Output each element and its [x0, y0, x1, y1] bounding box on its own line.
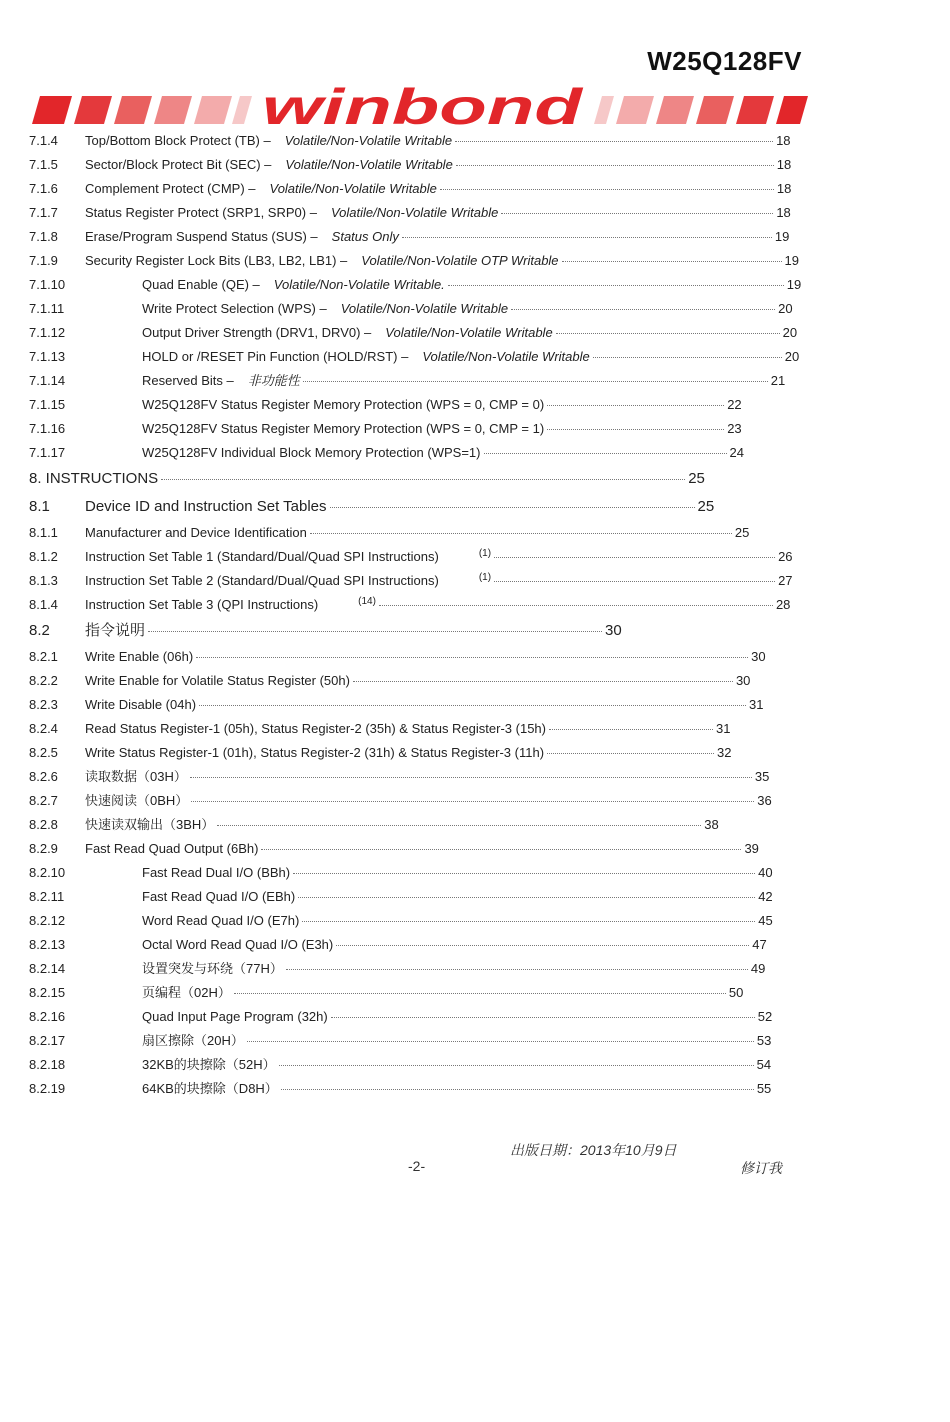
- toc-entry[interactable]: [29, 669, 809, 693]
- toc-entry-leader: [562, 260, 782, 262]
- toc-entry-leader: [330, 506, 695, 508]
- toc-entry-number: 8.2.14: [29, 961, 66, 976]
- toc-entry-leader: [547, 752, 714, 754]
- toc-entry-line: [85, 249, 799, 273]
- toc-entry-line: [85, 201, 791, 225]
- toc-entry[interactable]: [29, 1029, 809, 1053]
- toc-entry-leader: [303, 380, 768, 382]
- toc-entry-title: Write Enable for Volatile Status Register (50h): [85, 673, 350, 688]
- toc-entry-page: 49: [750, 961, 766, 976]
- toc-entry[interactable]: [29, 545, 809, 569]
- toc-entry-leader: [199, 704, 746, 706]
- toc-entry-title: Reserved Bits –: [142, 373, 234, 388]
- toc-entry[interactable]: [29, 885, 809, 909]
- toc-entry-title: Status Register Protect (SRP1, SRP0) –: [85, 205, 317, 220]
- toc-entry-leader: [379, 604, 773, 606]
- toc-entry-line: [85, 493, 714, 521]
- toc-entry-page: 39: [744, 841, 759, 856]
- toc-entry-line: [85, 669, 750, 693]
- toc-entry-page: 38: [704, 817, 719, 832]
- toc-entry-page: 25: [734, 525, 750, 540]
- toc-entry-page: 18: [776, 181, 792, 196]
- toc-entry-title: Erase/Program Suspend Status (SUS) –: [85, 229, 318, 244]
- toc-entry[interactable]: [29, 441, 809, 465]
- toc-entry-page: 26: [778, 549, 793, 564]
- toc-entry-line: [85, 593, 790, 619]
- toc-entry-page: 42: [758, 889, 773, 904]
- toc-entry-line: [85, 521, 749, 545]
- toc-entry-title: 快速阅读（0BH）: [85, 793, 189, 808]
- toc-entry-line: [85, 837, 759, 861]
- toc-entry[interactable]: [29, 1053, 809, 1077]
- toc-entry-mode: Volatile/Non-Volatile Writable: [285, 157, 453, 172]
- toc-entry-line: [142, 321, 797, 345]
- toc-entry-number: 8.1.4: [29, 597, 58, 612]
- toc-entry-number: 7.1.17: [29, 445, 66, 460]
- toc-entry-number: 8.2.7: [29, 793, 58, 808]
- toc-entry-mode: Volatile/Non-Volatile Writable: [340, 301, 509, 316]
- toc-entry-title: 指令说明: [85, 622, 146, 639]
- toc-entry-number: 8.2.3: [29, 697, 58, 712]
- toc-entry-line: [85, 813, 719, 837]
- toc-entry-line: [142, 1029, 771, 1053]
- toc-entry-page: 21: [770, 373, 786, 388]
- toc-entry-line: [142, 393, 742, 417]
- toc-entry-page: 25: [688, 470, 705, 487]
- toc-entry-leader: [190, 776, 752, 778]
- toc-entry-leader: [494, 556, 775, 558]
- toc-entry-page: 23: [727, 421, 742, 436]
- toc-entry[interactable]: [29, 177, 809, 201]
- toc-entry-line: [85, 129, 791, 153]
- toc-entry-page: 22: [727, 397, 742, 412]
- toc-entry-leader: [549, 728, 713, 730]
- toc-entry-number: 8.2.2: [29, 673, 58, 688]
- toc-entry-page: 20: [778, 301, 793, 316]
- part-number: W25Q128FV: [647, 46, 802, 76]
- toc-entry-line: [142, 909, 773, 933]
- toc-entry-number: 7.1.9: [29, 253, 58, 268]
- toc-entry-line: [142, 1077, 771, 1101]
- toc-entry-leader: [484, 452, 727, 454]
- toc-entry-title: W25Q128FV Status Register Memory Protection (WPS = 0, CMP = 1): [142, 421, 545, 436]
- toc-entry-title: Fast Read Dual I/O (BBh): [142, 865, 291, 880]
- toc-entry-line: [142, 1005, 772, 1029]
- toc-entry-page: 30: [605, 622, 622, 639]
- toc-entry-title: Instruction Set Table 3 (QPI Instructions): [85, 597, 319, 612]
- toc-entry-footnote: (14): [358, 596, 376, 607]
- toc-entry[interactable]: [29, 741, 809, 765]
- toc-entry-title: Instruction Set Table 2 (Standard/Dual/Quad SPI Instructions): [85, 573, 439, 588]
- toc-entry[interactable]: [29, 465, 809, 493]
- toc-entry-leader: [501, 212, 773, 214]
- toc-entry-title: Quad Input Page Program (32h): [142, 1009, 328, 1024]
- toc-entry-title: Fast Read Quad Output (6Bh): [85, 841, 259, 856]
- toc-entry-title: HOLD or /RESET Pin Function (HOLD/RST) –: [142, 349, 409, 364]
- toc-entry[interactable]: [29, 393, 809, 417]
- toc-entry-leader: [191, 800, 754, 802]
- toc-entry-footnote: (1): [478, 548, 492, 559]
- toc-entry-leader: [247, 1040, 754, 1042]
- toc-entry-line: [85, 789, 772, 813]
- toc-entry-number: 8.2.4: [29, 721, 58, 736]
- toc-entry-page: 31: [716, 721, 731, 736]
- toc-entry-mode: Volatile/Non-Volatile Writable: [330, 205, 499, 220]
- toc-entry-line: [142, 981, 743, 1005]
- toc-entry-leader: [310, 532, 732, 534]
- toc-entry-mode: Volatile/Non-Volatile Writable: [422, 349, 590, 364]
- toc-entry-title: 读取数据（03H）: [85, 769, 187, 784]
- toc-entry[interactable]: [29, 493, 809, 521]
- toc-entry[interactable]: [29, 593, 809, 617]
- toc-entry[interactable]: [29, 861, 809, 885]
- toc-entry-title: Write Disable (04h): [85, 697, 197, 712]
- toc-entry-title: Quad Enable (QE) –: [142, 277, 260, 292]
- toc-entry-number: 8.2: [29, 622, 50, 639]
- revision-label: 修订我: [740, 1160, 782, 1176]
- toc-entry-leader: [234, 992, 726, 994]
- toc-entry[interactable]: [29, 129, 809, 153]
- toc-entry-leader: [302, 920, 755, 922]
- toc-entry-mode: Status Only: [331, 229, 399, 244]
- toc-entry-number: 8.1.3: [29, 573, 58, 588]
- toc-entry-leader: [217, 824, 701, 826]
- toc-entry-leader: [281, 1088, 754, 1090]
- toc-entry-line: [29, 465, 705, 493]
- toc-entry-title: Write Status Register-1 (01h), Status Register-2 (31h) & Status Register-3 (11h): [85, 745, 545, 760]
- toc-entry-line: [142, 1053, 771, 1077]
- toc-entry-page: 30: [751, 649, 766, 664]
- toc-entry-leader: [336, 944, 749, 946]
- toc-entry-title: Device ID and Instruction Set Tables: [85, 498, 327, 515]
- toc-entry[interactable]: [29, 693, 809, 717]
- toc-entry-leader: [456, 164, 774, 166]
- toc-entry-leader: [331, 1016, 755, 1018]
- toc-entry-page: 50: [728, 985, 744, 1000]
- toc-entry-page: 27: [778, 573, 793, 588]
- toc-entry-page: 54: [756, 1057, 772, 1072]
- toc-entry[interactable]: [29, 837, 809, 861]
- brand-wordmark: winbond: [262, 84, 585, 128]
- toc-entry-leader: [547, 428, 724, 430]
- toc-entry-mode: Volatile/Non-Volatile Writable: [385, 325, 553, 340]
- toc-entry-leader: [556, 332, 780, 334]
- toc-entry-page: 52: [757, 1009, 773, 1024]
- toc-entry-leader: [448, 284, 784, 286]
- toc-entry-leader: [494, 580, 775, 582]
- toc-entry[interactable]: [29, 957, 809, 981]
- toc-entry[interactable]: [29, 273, 809, 297]
- toc-entry-mode: Volatile/Non-Volatile Writable: [284, 133, 453, 148]
- toc-entry-mode: Volatile/Non-Volatile Writable: [269, 181, 437, 196]
- page-number: -2-: [408, 1158, 426, 1174]
- toc-entry-title: Word Read Quad I/O (E7h): [142, 913, 300, 928]
- toc-entry-number: 7.1.13: [29, 349, 66, 364]
- toc-entry-number: 8.2.6: [29, 769, 58, 784]
- toc-entry-number: 8.2.10: [29, 865, 66, 880]
- toc-entry[interactable]: [29, 369, 809, 393]
- toc-entry-line: [142, 273, 801, 297]
- winbond-logo-banner: [30, 84, 808, 128]
- toc-entry-page: 19: [774, 229, 790, 244]
- toc-entry[interactable]: [29, 1005, 809, 1029]
- toc-entry-page: 36: [757, 793, 772, 808]
- toc-entry-leader: [440, 188, 774, 190]
- toc-entry-page: 35: [754, 769, 770, 784]
- toc-entry-title: Write Enable (06h): [85, 649, 194, 664]
- toc-entry-title: 扇区擦除（20H）: [142, 1033, 244, 1048]
- toc-entry[interactable]: [29, 1077, 809, 1101]
- toc-entry-page: 18: [776, 157, 792, 172]
- toc-entry-number: 7.1.16: [29, 421, 66, 436]
- toc-entry-leader: [547, 404, 724, 406]
- toc-entry-footnote: (1): [478, 572, 492, 583]
- toc-entry-mode: Volatile/Non-Volatile OTP Writable: [361, 253, 559, 268]
- toc-entry-leader: [593, 356, 782, 358]
- toc-entry-line: [142, 933, 767, 957]
- toc-entry-leader: [293, 872, 755, 874]
- toc-entry-number: 8.2.8: [29, 817, 58, 832]
- toc-entry-line: [142, 861, 773, 885]
- toc-entry-leader: [353, 680, 733, 682]
- toc-entry-page: 53: [756, 1033, 772, 1048]
- toc-entry[interactable]: [29, 201, 809, 225]
- toc-entry-page: 24: [729, 445, 744, 460]
- winbond-logo: [30, 84, 808, 128]
- toc-entry-number: 8.2.15: [29, 985, 66, 1000]
- toc-entry-number: 7.1.7: [29, 205, 58, 220]
- toc-entry-title: Octal Word Read Quad I/O (E3h): [142, 937, 334, 952]
- toc-entry-leader: [298, 896, 755, 898]
- toc-entry-title: 设置突发与环绕（77H）: [142, 961, 283, 976]
- toc-entry-number: 7.1.14: [29, 373, 66, 388]
- toc-entry-number: 8.2.1: [29, 649, 58, 664]
- toc-entry[interactable]: [29, 521, 809, 545]
- toc-entry-number: 8.2.5: [29, 745, 58, 760]
- toc-entry-title: Fast Read Quad I/O (EBh): [142, 889, 296, 904]
- toc-entry[interactable]: [29, 645, 809, 669]
- toc-entry-number: 8.1.2: [29, 549, 58, 564]
- toc-entry-line: [85, 225, 789, 249]
- toc-entry-leader: [279, 1064, 754, 1066]
- toc-entry-leader: [511, 308, 775, 310]
- toc-entry[interactable]: [29, 981, 809, 1005]
- toc-entry-number: 7.1.5: [29, 157, 58, 172]
- toc-entry-page: 25: [697, 498, 715, 515]
- toc-entry-number: 7.1.6: [29, 181, 58, 196]
- toc-entry[interactable]: [29, 321, 809, 345]
- toc-entry[interactable]: [29, 933, 809, 957]
- toc-entry-title: 快速读双输出（3BH）: [85, 817, 215, 832]
- toc-entry[interactable]: [29, 345, 809, 369]
- toc-entry-leader: [402, 236, 772, 238]
- toc-entry-page: 32: [717, 745, 732, 760]
- toc-entry-title: W25Q128FV Individual Block Memory Protection (WPS=1): [142, 445, 481, 460]
- toc-entry-page: 18: [776, 205, 791, 220]
- toc-entry-line: [142, 297, 793, 321]
- toc-entry-line: [142, 417, 742, 441]
- toc-entry-title: Sector/Block Protect Bit (SEC) –: [85, 157, 272, 172]
- toc-entry-page: 18: [776, 133, 791, 148]
- toc-entry-line: [142, 441, 744, 465]
- toc-entry-mode: Volatile/Non-Volatile Writable.: [273, 277, 445, 292]
- toc-entry-number: 8.2.9: [29, 841, 58, 856]
- toc-entry-number: 7.1.8: [29, 229, 58, 244]
- toc-entry-line: [85, 741, 732, 765]
- toc-entry-mode: 非功能性: [247, 373, 300, 388]
- toc-entry-number: 7.1.11: [29, 301, 65, 316]
- toc-entry-number: 8.2.19: [29, 1081, 66, 1096]
- toc-entry-number: 8.1.1: [29, 525, 58, 540]
- toc-entry-page: 30: [735, 673, 751, 688]
- toc-entry-number: 7.1.12: [29, 325, 66, 340]
- toc-entry-title: Output Driver Strength (DRV1, DRV0) –: [142, 325, 372, 340]
- toc-entry-page: 31: [749, 697, 764, 712]
- toc-entry-leader: [196, 656, 748, 658]
- toc-entry-title: W25Q128FV Status Register Memory Protection (WPS = 0, CMP = 0): [142, 397, 545, 412]
- toc-entry-page: 40: [758, 865, 773, 880]
- toc-entry-page: 19: [784, 253, 800, 268]
- toc-entry-line: [85, 177, 791, 201]
- toc-entry-title: 8. INSTRUCTIONS: [29, 470, 159, 487]
- toc-entry-line: [142, 369, 785, 393]
- toc-entry-line: [142, 345, 799, 369]
- toc-entry-page: 20: [784, 349, 800, 364]
- toc-entry-title: 64KB的块擦除（D8H）: [142, 1081, 278, 1096]
- toc-entry-title: Manufacturer and Device Identification: [85, 525, 307, 540]
- toc-entry-page: 19: [786, 277, 802, 292]
- toc-entry-title: Top/Bottom Block Protect (TB) –: [85, 133, 271, 148]
- toc-entry-line: [85, 693, 764, 717]
- toc-entry[interactable]: [29, 813, 809, 837]
- toc-entry-line: [85, 153, 791, 177]
- toc-entry[interactable]: [29, 225, 809, 249]
- toc-entry-leader: [286, 968, 748, 970]
- toc-entry-number: 7.1.10: [29, 277, 66, 292]
- toc-entry-number: 8.2.13: [29, 937, 66, 952]
- toc-entry-title: Instruction Set Table 1 (Standard/Dual/Quad SPI Instructions): [85, 549, 439, 564]
- toc-entry[interactable]: [29, 569, 809, 593]
- toc-entry-number: 7.1.15: [29, 397, 66, 412]
- toc-entry-title: 32KB的块擦除（52H）: [142, 1057, 276, 1072]
- toc-entry-title: Security Register Lock Bits (LB3, LB2, LB1) –: [85, 253, 348, 268]
- toc-entry[interactable]: [29, 617, 809, 645]
- toc-entry-line: [85, 569, 793, 595]
- toc-entry[interactable]: [29, 417, 809, 441]
- toc-entry-leader: [261, 848, 741, 850]
- toc-entry-line: [142, 957, 765, 981]
- toc-entry[interactable]: [29, 789, 809, 813]
- toc-entry-line: [85, 645, 766, 669]
- toc-entry-leader: [161, 478, 685, 480]
- publication-date: 出版日期：2013年10月9日: [510, 1142, 677, 1158]
- toc-entry-leader: [455, 140, 773, 142]
- toc-entry-title: 页编程（02H）: [142, 985, 231, 1000]
- toc-entry-page: 45: [758, 913, 773, 928]
- toc-entry-title: Write Protect Selection (WPS) –: [142, 301, 327, 316]
- toc-entry[interactable]: [29, 153, 809, 177]
- toc-entry[interactable]: [29, 249, 809, 273]
- toc-entry-page: 55: [756, 1081, 772, 1096]
- toc-entry-number: 7.1.4: [29, 133, 58, 148]
- toc-entry-title: Complement Protect (CMP) –: [85, 181, 256, 196]
- toc-entry-title: Read Status Register-1 (05h), Status Register-2 (35h) & Status Register-3 (15h): [85, 721, 546, 736]
- toc-entry-page: 47: [752, 937, 767, 952]
- table-of-contents: [29, 129, 809, 1101]
- toc-entry[interactable]: [29, 765, 809, 789]
- toc-entry-line: [85, 717, 730, 741]
- toc-entry[interactable]: [29, 717, 809, 741]
- toc-entry-line: [85, 617, 622, 645]
- toc-entry-number: 8.2.12: [29, 913, 66, 928]
- toc-entry-line: [85, 765, 769, 789]
- toc-entry-page: 28: [775, 597, 791, 612]
- toc-entry[interactable]: [29, 297, 809, 321]
- toc-entry-line: [85, 545, 793, 571]
- toc-entry-number: 8.2.16: [29, 1009, 66, 1024]
- toc-entry-line: [142, 885, 773, 909]
- toc-entry-number: 8.2.11: [29, 889, 65, 904]
- toc-entry[interactable]: [29, 909, 809, 933]
- toc-entry-page: 20: [782, 325, 798, 340]
- toc-entry-number: 8.2.18: [29, 1057, 66, 1072]
- toc-entry-number: 8.2.17: [29, 1033, 66, 1048]
- toc-entry-leader: [148, 630, 602, 632]
- toc-entry-number: 8.1: [29, 498, 50, 515]
